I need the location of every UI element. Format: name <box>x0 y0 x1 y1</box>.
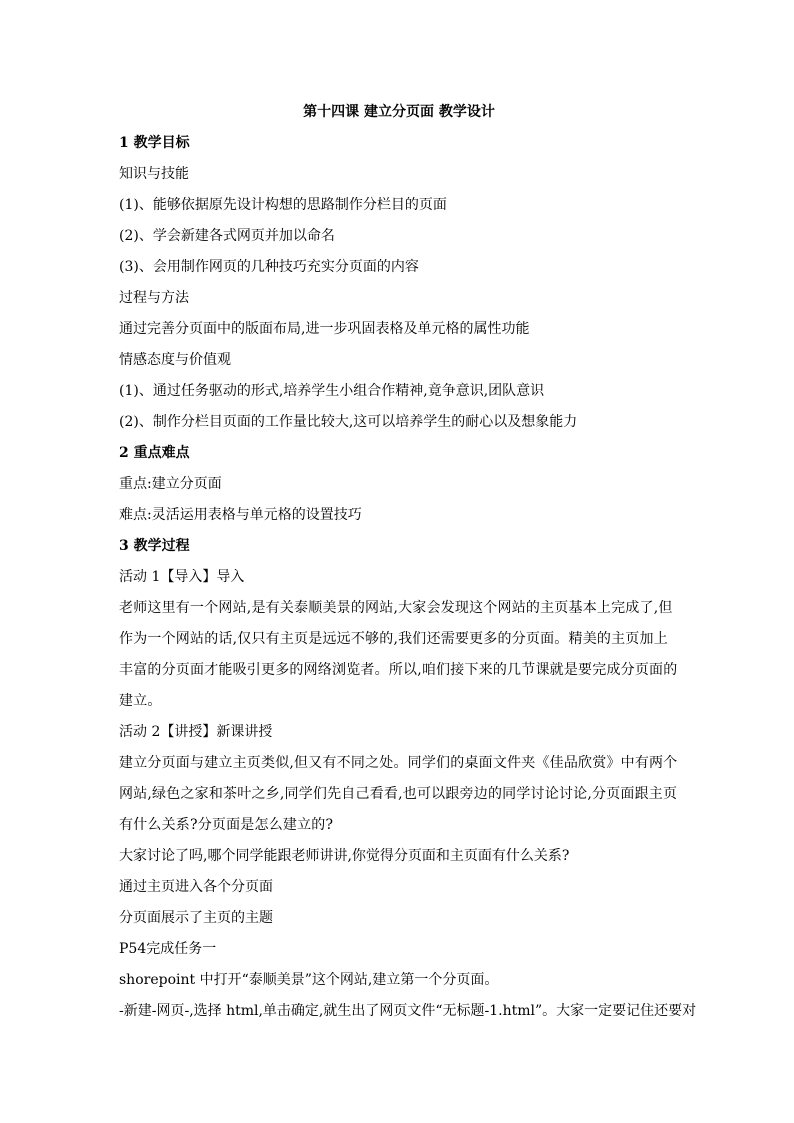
text-line: 分页面展示了主页的主题 <box>119 910 273 926</box>
document-title: 第十四课 建立分页面 教学设计 <box>303 104 495 120</box>
section-heading-key-points: 2 重点难点 <box>119 445 190 461</box>
section-heading-objectives: 1 教学目标 <box>119 135 190 151</box>
activity-heading: 活动 1【导入】导入 <box>119 569 245 585</box>
text-line: (3)、会用制作网页的几种技巧充实分页面的内容 <box>119 259 419 275</box>
section-heading-process: 3 教学过程 <box>119 538 190 554</box>
text-line: P54完成任务一 <box>119 941 217 957</box>
text-line: 重点:建立分页面 <box>119 476 222 492</box>
text-line: 情感态度与价值观 <box>119 352 231 368</box>
text-line: 大家讨论了吗,哪个同学能跟老师讲讲,你觉得分页面和主页面有什么关系? <box>119 848 570 864</box>
text-line: shorepoint 中打开“泰顺美景”这个网站,建立第一个分页面。 <box>119 972 499 988</box>
text-line: (1)、能够依据原先设计构想的思路制作分栏目的页面 <box>119 197 447 213</box>
text-line: (2)、制作分栏目页面的工作量比较大,这可以培养学生的耐心以及想象能力 <box>119 414 578 430</box>
text-line: 知识与技能 <box>119 166 189 182</box>
document-page <box>119 100 697 1027</box>
text-line: (1)、通过任务驱动的形式,培养学生小组合作精神,竟争意识,团队意识 <box>119 383 545 399</box>
activity-heading: 活动 2【讲授】新课讲授 <box>119 724 273 740</box>
text-line: (2)、学会新建各式网页并加以命名 <box>119 228 335 244</box>
paragraph: 老师这里有一个网站,是有关泰顺美景的网站,大家会发现这个网站的主页基本上完成了,但作为一个网站的话,仅只有主页是远远不够的,我们还需要更多的分页面。精美的主页加上丰富的分页面才能吸引更多的网络浏览者。所以,咱们接下来的几节课就是要完成分页面的建立。 <box>119 600 678 709</box>
text-line: -新建-网页-,选择 html,单击确定,就生出了网页文件“无标题-1.html”。大家一定要记住还要对 <box>119 1003 697 1019</box>
text-line: 通过主页进入各个分页面 <box>119 879 273 895</box>
paragraph: 建立分页面与建立主页类似,但又有不同之处。同学们的桌面文件夹《佳品欣赏》中有两个网站,绿色之家和茶叶之乡,同学们先自己看看,也可以跟旁边的同学讨论讨论,分页面跟主页有什么关系?分页面是怎么建立的? <box>119 755 678 833</box>
text-line: 通过完善分页面中的版面布局,进一步巩固表格及单元格的属性功能 <box>119 321 530 337</box>
text-line: 难点:灵活运用表格与单元格的设置技巧 <box>119 507 362 523</box>
text-line: 过程与方法 <box>119 290 189 306</box>
